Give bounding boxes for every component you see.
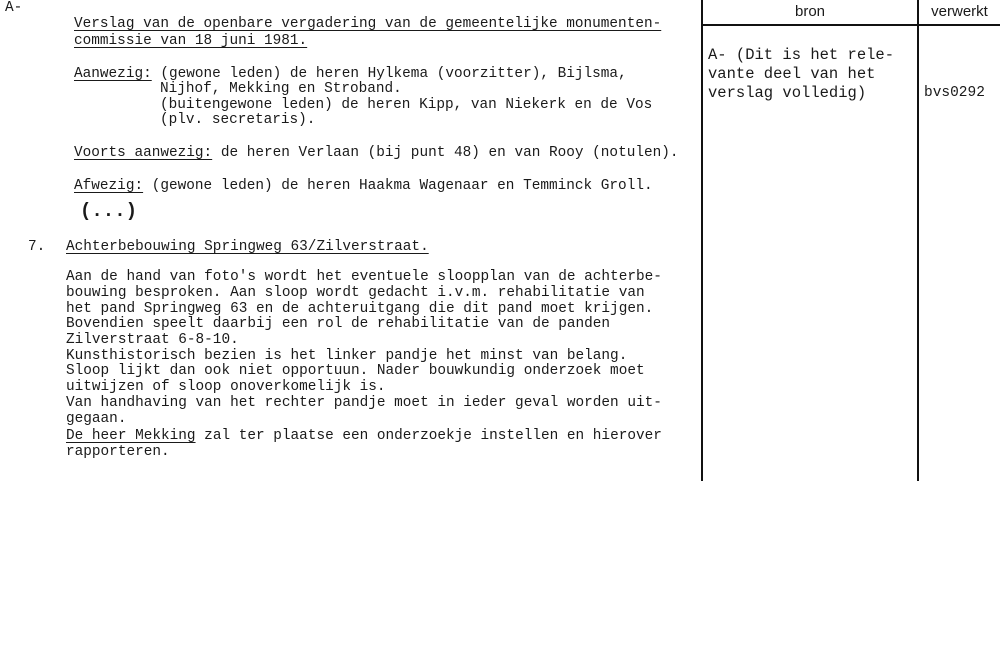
aanwezig-text: (gewone leden) de heren Hylkema (voorzitter), Bijlsma, [151,66,627,82]
paragraph-line: bouwing besproken. Aan sloop wordt gedacht i.v.m. rehabilitatie van [66,285,645,301]
header-divider [702,24,1000,26]
paragraph-line: rapporteren. [66,444,170,460]
bron-line: A- (Dit is het rele- [708,46,895,64]
paragraph-line: gegaan. [66,411,127,427]
afwezig-text: (gewone leden) de heren Haakma Wagenaar en Temminck Groll. [143,178,653,194]
item-heading: Achterbebouwing Springweg 63/Zilverstraat. [66,239,429,255]
verwerkt-code: bvs0292 [924,85,985,101]
column-divider [701,0,703,481]
paragraph-line: uitwijzen of sloop onoverkomelijk is. [66,379,386,395]
bron-line: verslag volledig) [708,84,867,102]
aanwezig-line-3: (buitengewone leden) de heren Kipp, van Niekerk en de Vos [160,97,653,113]
voorts-label: Voorts aanwezig: [74,145,213,161]
item-number: 7. [28,239,46,255]
bron-line: vante deel van het [708,65,876,83]
aanwezig-line [74,66,627,82]
paragraph-line: het pand Springweg 63 en de achteruitgang die dit pand moet krijgen. [66,301,654,317]
paragraph-line: Van handhaving van het rechter pandje moet in ieder geval worden uit- [66,395,662,411]
mekking-underlined: De heer Mekking [66,428,196,444]
title-line-1: Verslag van de openbare vergadering van de gemeentelijke monumenten- [74,16,662,32]
paragraph-line: Kunsthistorisch bezien is het linker pandje het minst van belang. [66,348,628,364]
aanwezig-line-2: Nijhof, Mekking en Stroband. [160,81,402,97]
ellipsis: (...) [80,200,138,222]
header-bron: bron [794,3,826,20]
voorts-text: de heren Verlaan (bij punt 48) en van Rooy (notulen). [212,145,679,161]
afwezig-label: Afwezig: [74,178,144,194]
voorts-line [74,145,679,161]
paragraph-line: Aan de hand van foto's wordt het eventuele sloopplan van de achterbe- [66,269,662,285]
aanwezig-line-4: (plv. secretaris). [160,112,316,128]
paragraph-line: Sloop lijkt dan ook niet opportuun. Nader bouwkundig onderzoek moet [66,363,645,379]
mekking-rest: zal ter plaatse een onderzoekje instellen en hierover [195,428,662,444]
afwezig-line [74,178,653,194]
paragraph-line: Zilverstraat 6-8-10. [66,332,239,348]
title-line-2: commissie van 18 juni 1981. [74,33,308,49]
paragraph-line: Bovendien speelt daarbij een rol de rehabilitatie van de panden [66,316,611,332]
paragraph-line [66,428,662,444]
column-divider [917,0,919,481]
header-verwerkt: verwerkt [931,3,988,20]
aanwezig-label: Aanwezig: [74,66,152,82]
section-marker: A- [5,0,23,16]
